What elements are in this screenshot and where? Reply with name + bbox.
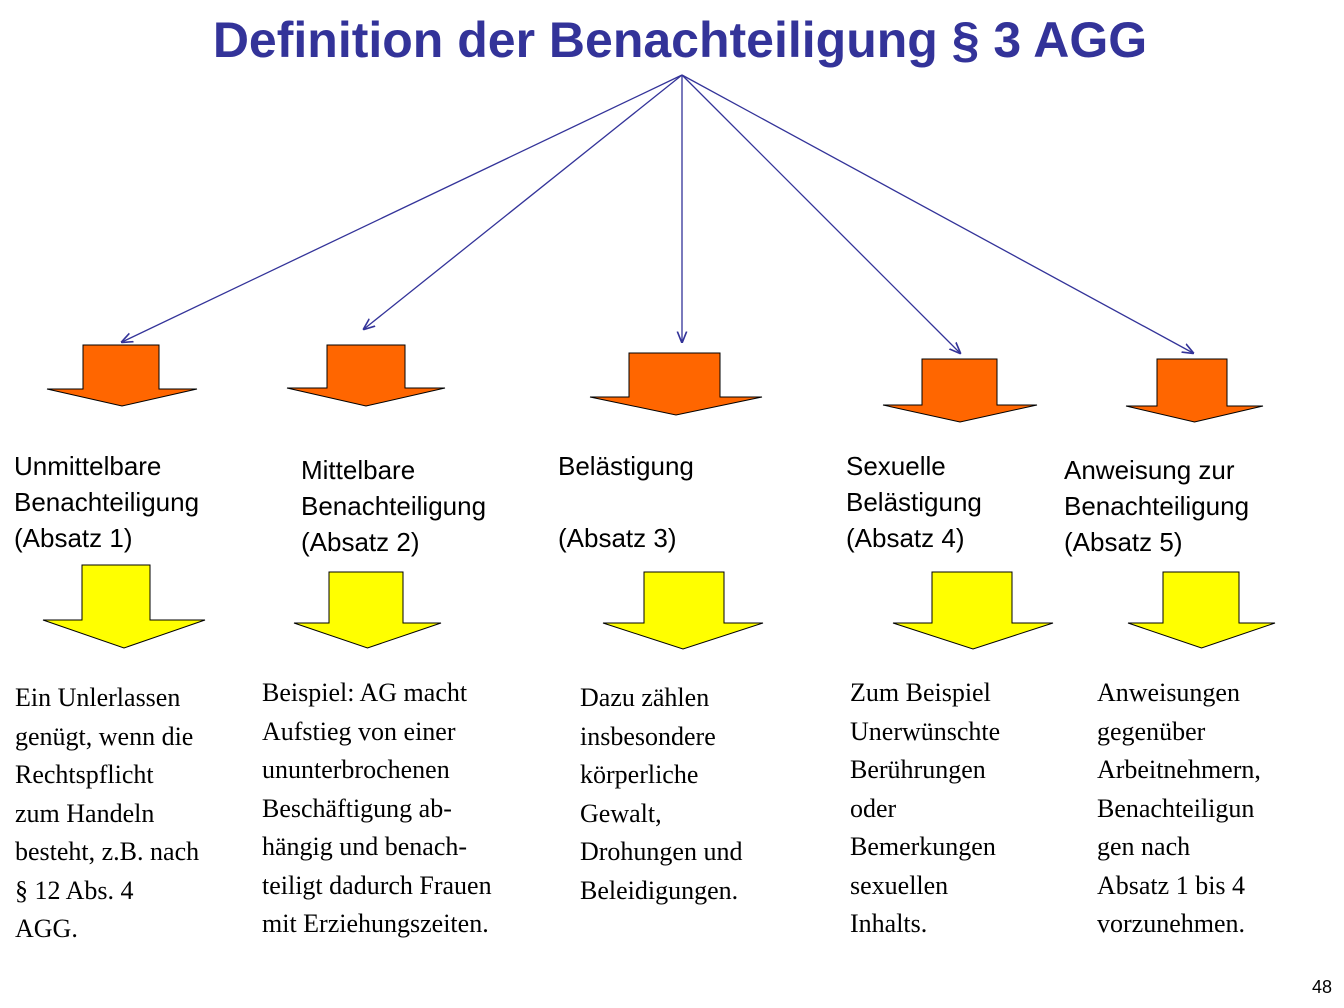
yellow-block-arrow-absatz-1 [43,565,205,648]
page-number: 48 [1311,977,1332,997]
yellow-block-arrow-absatz-4 [893,572,1053,649]
category-description-absatz-1: Ein Unlerlassen genügt, wenn die Rechtspflicht zum Handeln besteht, z.B. nach § 12 Abs. 4 AGG. [15,683,200,943]
yellow-block-arrow-absatz-5 [1128,572,1275,648]
orange-block-arrow-absatz-5 [1126,359,1263,422]
category-description-absatz-4: Zum Beispiel Unerwünschte Berührungen oder Bemerkungen sexuellen Inhalts. [850,678,1001,938]
orange-block-arrow-absatz-2 [287,345,445,406]
connector-lines [122,75,1193,353]
upper-arrows [47,345,1263,422]
category-label-absatz-3: Belästigung (Absatz 3) [558,451,694,553]
category-label-absatz-4: Sexuelle Belästigung (Absatz 4) [846,451,982,553]
category-label-absatz-2: Mittelbare Benachteiligung (Absatz 2) [301,455,487,557]
category-label-absatz-1: Unmittelbare Benachteiligung (Absatz 1) [14,451,200,553]
category-description-absatz-3: Dazu zählen insbesondere körperliche Gewalt, Drohungen und Beleidigungen. [580,683,743,905]
orange-block-arrow-absatz-3 [590,353,762,415]
category-description-absatz-2: Beispiel: AG macht Aufstieg von einer ununterbrochenen Beschäftigung ab- hängig und benach- teiligt dadurch Frauen mit Erziehungszeiten. [262,678,492,938]
yellow-block-arrow-absatz-3 [603,572,763,649]
page-title: Definition der Benachteiligung § 3 AGG [212,12,1148,68]
connector-arrow-absatz-5 [682,75,1193,353]
category-label-absatz-5: Anweisung zur Benachteiligung (Absatz 5) [1064,455,1250,557]
lower-arrows [43,565,1275,649]
category-description-absatz-5: Anweisungen gegenüber Arbeitnehmern, Benachteiligun gen nach Absatz 1 bis 4 vorzunehmen. [1097,678,1261,938]
connector-arrow-absatz-4 [682,75,960,353]
connector-arrow-absatz-2 [364,75,682,329]
connector-arrow-absatz-1 [122,75,682,342]
yellow-block-arrow-absatz-2 [294,572,441,648]
orange-block-arrow-absatz-1 [47,345,197,406]
orange-block-arrow-absatz-4 [883,359,1037,422]
